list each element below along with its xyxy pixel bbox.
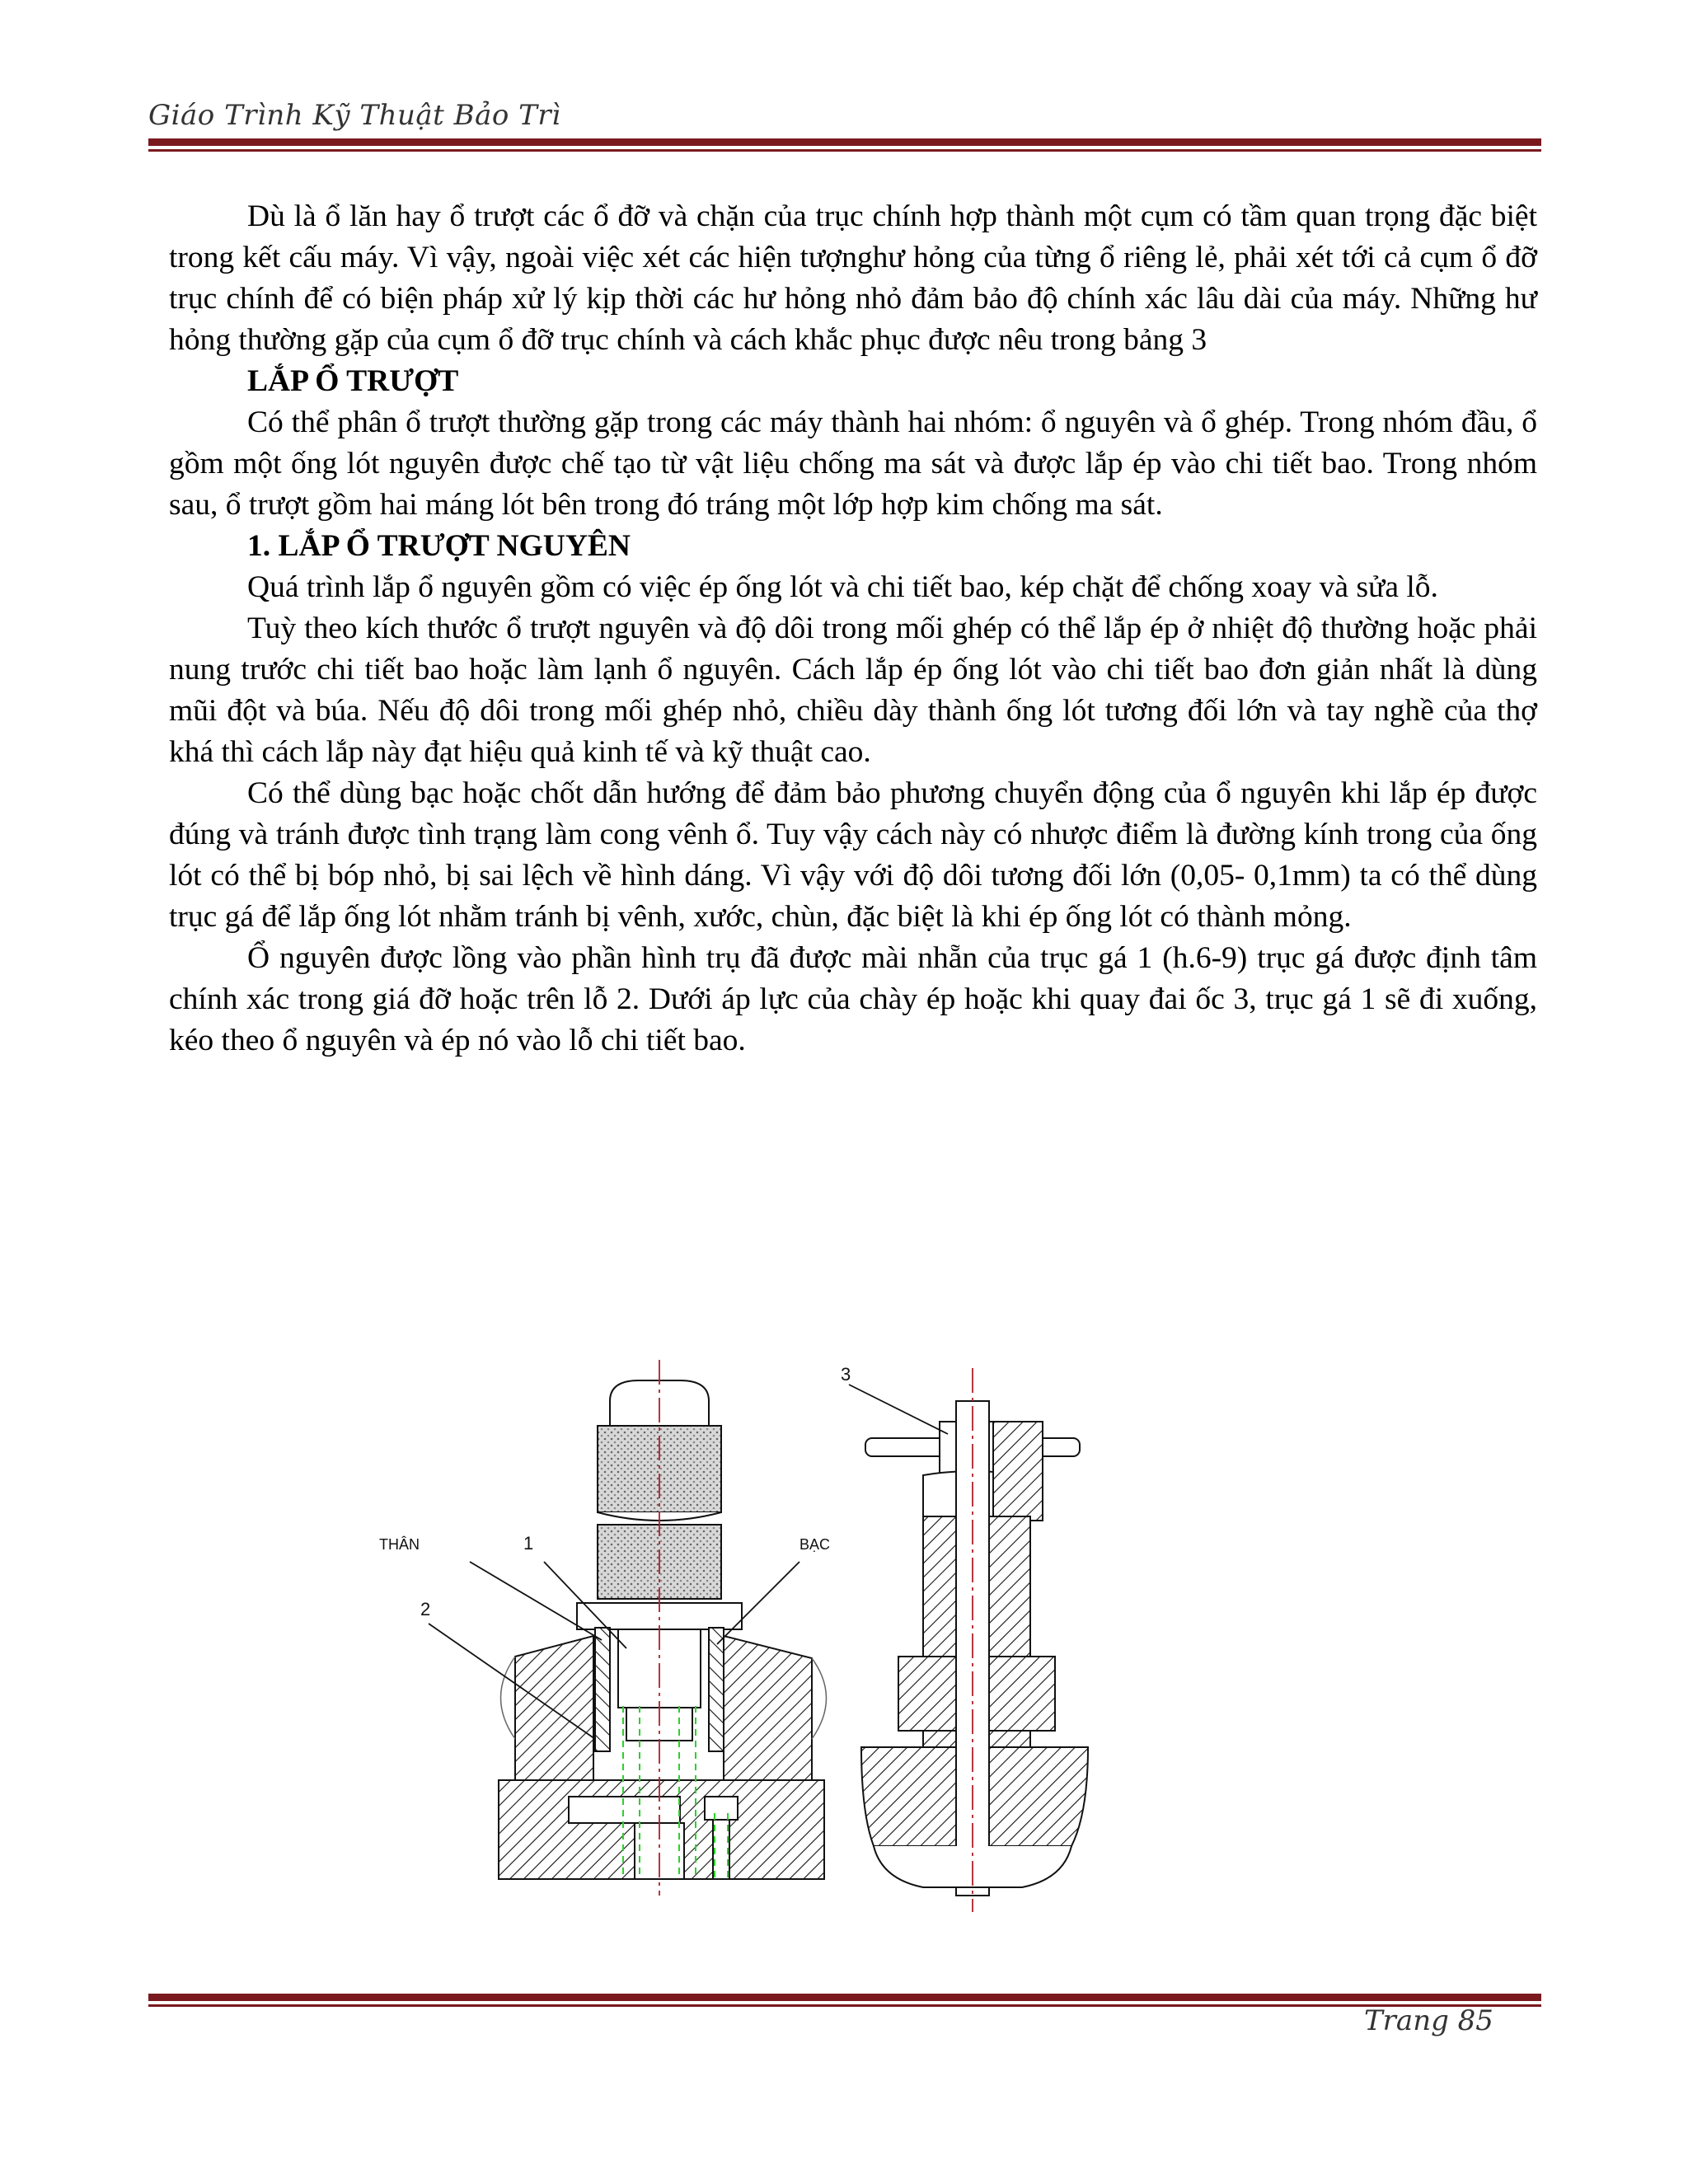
paragraph-3: Quá trình lắp ổ nguyên gồm có việc ép ống lót và chi tiết bao, kép chặt để chống xoay và sửa lỗ. (247, 570, 1438, 604)
label-than: THÂN (379, 1536, 420, 1553)
paragraph-5: Có thể dùng bạc hoặc chốt dẫn hướng để đảm bảo phương chuyển động của ổ nguyên khi lắp ép được đúng và tránh được tình trạng làm cong vênh ổ. Tuy vậy cách này có nhược điểm là đường kính trong của ống lót có thể bị bóp nhỏ, bị sai lệch về hình dáng. Vì vậy với độ dôi tương đối lớn (0,05- 0,1mm) ta có thể dùng trục gá để lắp ống lót nhằm tránh bị vênh, xước, chùn, đặc biệt là khi ép ống lót có thành mỏng. (169, 776, 1537, 934)
header-rule (148, 138, 1541, 152)
paragraph-6: Ổ nguyên được lồng vào phần hình trụ đã được mài nhẵn của trục gá 1 (h.6-9) trục gá được định tâm chính xác trong giá đỡ hoặc trên lỗ 2. Dưới áp lực của chày ép hoặc khi quay đai ốc 3, trục gá 1 sẽ đi xuống, kéo theo ổ nguyên và ép nó vào lỗ chi tiết bao. (169, 941, 1537, 1057)
right-assembly-view (849, 1368, 1088, 1912)
paragraph-2: Có thể phân ổ trượt thường gặp trong các máy thành hai nhóm: ổ nguyên và ổ ghép. Trong nhóm đầu, ổ gồm một ống lót nguyên được chế tạo từ vật liệu chống ma sát và được lắp ép vào chi tiết bao. Trong nhóm sau, ổ trượt gồm hai máng lót bên trong đó tráng một lớp hợp kim chống ma sát. (169, 405, 1537, 522)
technical-drawing (379, 1352, 1170, 1945)
paragraph-1: Dù là ổ lăn hay ổ trượt các ổ đỡ và chặn của trục chính hợp thành một cụm có tầm quan trọng đặc biệt trong kết cấu máy. Vì vậy, ngoài việc xét các hiện tượnghư hỏng của từng ổ riêng lẻ, phải xét tới cả cụm ổ đỡ trục chính để có biện pháp xử lý kịp thời các hư hỏng nhỏ đảm bảo độ chính xác lâu dài của máy. Những hư hỏng thường gặp của cụm ổ đỡ trục chính và cách khắc phục được nêu trong bảng 3 (169, 199, 1537, 357)
section-heading-1: LẮP Ổ TRƯỢT (247, 364, 459, 398)
left-assembly-view (429, 1360, 827, 1896)
label-1: 1 (523, 1533, 534, 1554)
page-number: Trang 85 (1364, 2004, 1493, 2037)
section-heading-2: 1. LẮP Ổ TRƯỢT NGUYÊN (247, 529, 631, 563)
label-bac: BẠC (799, 1536, 831, 1553)
header-title: Giáo Trình Kỹ Thuật Bảo Trì (148, 99, 561, 132)
footer-rule (148, 1994, 1541, 2007)
label-2: 2 (420, 1599, 431, 1619)
paragraph-4: Tuỳ theo kích thước ổ trượt nguyên và độ dôi trong mối ghép có thể lắp ép ở nhiệt độ thường hoặc phải nung trước chi tiết bao hoặc làm lạnh ổ nguyên. Cách lắp ép ống lót vào chi tiết bao đơn giản nhất là dùng mũi đột và búa. Nếu độ dôi trong mối ghép nhỏ, chiều dày thành ống lót tương đối lớn và tay nghề của thợ khá thì cách lắp này đạt hiệu quả kinh tế và kỹ thuật cao. (169, 612, 1537, 769)
body-text (169, 196, 1537, 1062)
label-3: 3 (841, 1364, 851, 1385)
